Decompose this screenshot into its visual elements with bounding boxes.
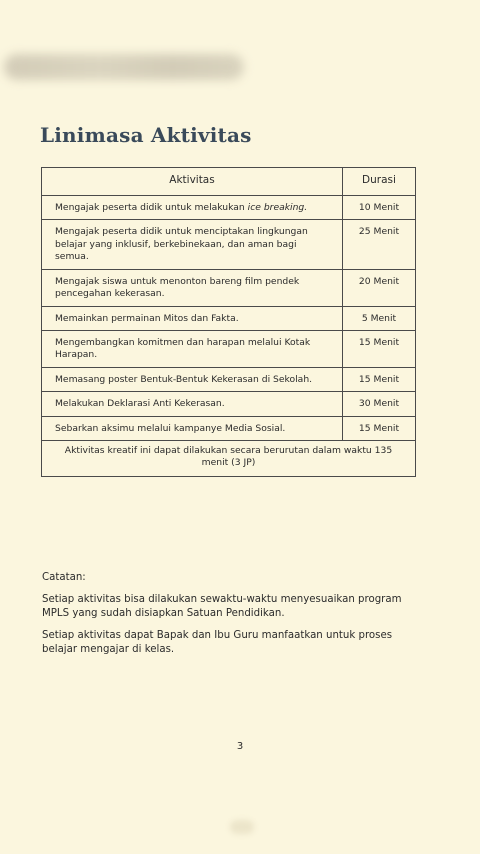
column-header-duration: Durasi [343, 168, 416, 196]
duration-cell: 15 Menit [343, 367, 416, 391]
duration-cell: 20 Menit [343, 269, 416, 306]
duration-cell: 15 Menit [343, 416, 416, 440]
table-header-row [42, 168, 416, 196]
duration-cell: 25 Menit [343, 220, 416, 269]
activity-cell: Memainkan permainan Mitos dan Fakta. [42, 306, 343, 330]
table-row [42, 367, 416, 391]
activity-cell: Sebarkan aksimu melalui kampanye Media Sosial. [42, 416, 343, 440]
activity-cell: Memasang poster Bentuk-Bentuk Kekerasan di Sekolah. [42, 367, 343, 391]
duration-cell: 10 Menit [343, 196, 416, 220]
blurred-footer-mark [230, 820, 254, 834]
notes-section [42, 571, 422, 665]
table-footer-note: Aktivitas kreatif ini dapat dilakukan secara berurutan dalam waktu 135 menit (3 JP) [42, 441, 416, 477]
table-row [42, 392, 416, 416]
notes-label: Catatan: [42, 572, 86, 583]
activity-emphasis: ice breaking. [247, 202, 308, 213]
activity-timeline-table [41, 167, 416, 477]
table-row [42, 306, 416, 330]
duration-cell: 15 Menit [343, 330, 416, 367]
table-row [42, 196, 416, 220]
table-row [42, 416, 416, 440]
blurred-header [4, 54, 244, 80]
duration-cell: 30 Menit [343, 392, 416, 416]
page-number: 3 [236, 741, 244, 752]
table-footer-row [42, 441, 416, 477]
table-row [42, 269, 416, 306]
activity-cell [42, 196, 343, 220]
activity-cell: Mengajak peserta didik untuk menciptakan lingkungan belajar yang inklusif, berkebinekaan, dan aman bagi semua. [42, 220, 343, 269]
activity-text: Mengajak peserta didik untuk melakukan [55, 202, 248, 213]
note-item: Setiap aktivitas bisa dilakukan sewaktu-waktu menyesuaikan program MPLS yang sudah disiapkan Satuan Pendidikan. [42, 594, 402, 619]
page-title: Linimasa Aktivitas [40, 123, 252, 147]
table-row [42, 330, 416, 367]
activity-cell: Mengajak siswa untuk menonton bareng film pendek pencegahan kekerasan. [42, 269, 343, 306]
duration-cell: 5 Menit [343, 306, 416, 330]
activity-cell: Mengembangkan komitmen dan harapan melalui Kotak Harapan. [42, 330, 343, 367]
note-item: Setiap aktivitas dapat Bapak dan Ibu Guru manfaatkan untuk proses belajar mengajar di kelas. [42, 630, 393, 655]
activity-cell: Melakukan Deklarasi Anti Kekerasan. [42, 392, 343, 416]
column-header-activity: Aktivitas [42, 168, 343, 196]
table-row [42, 220, 416, 269]
